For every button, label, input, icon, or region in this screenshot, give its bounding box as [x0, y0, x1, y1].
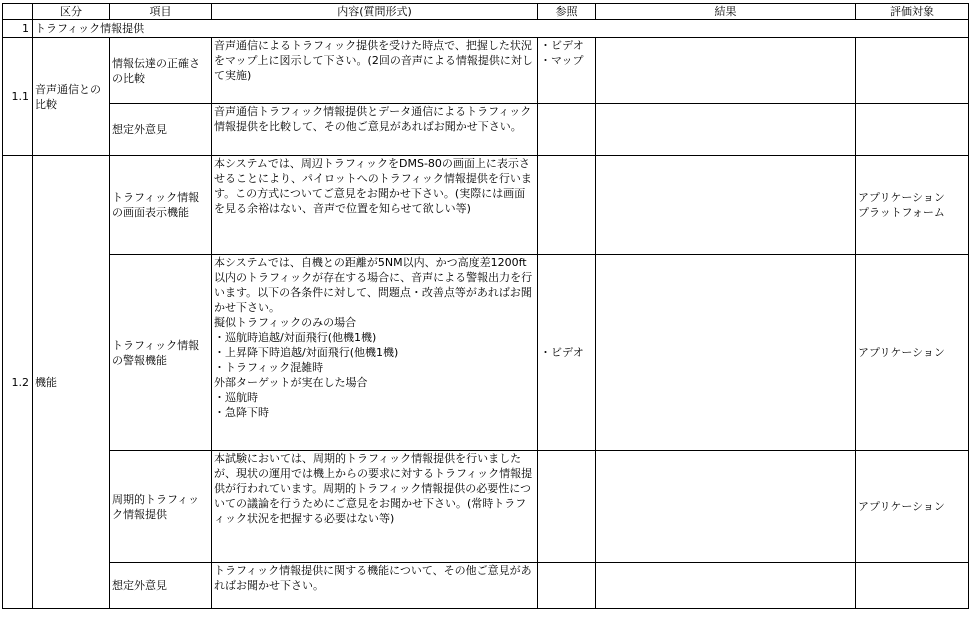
reference-cell	[538, 104, 596, 156]
header-result: 結果	[596, 4, 856, 20]
evaluation-table	[2, 3, 969, 609]
result-cell[interactable]	[596, 563, 856, 609]
reference-cell	[538, 156, 596, 255]
item-cell: 周期的トラフィック情報提供	[110, 451, 212, 563]
header-item: 項目	[110, 4, 212, 20]
content-cell: 本試験においては、周期的トラフィック情報提供を行いましたが、現状の運用では機上からの要求に対するトラフィック情報提供が行われています。周期的トラフィック情報提供の必要性についての議論を行うためにご意見をお聞かせ下さい。(常時トラフィック状況を把握する必要はない等)	[212, 451, 538, 563]
item-cell: 想定外意見	[110, 104, 212, 156]
reference-cell	[538, 451, 596, 563]
content-cell: トラフィック情報提供に関する機能について、その他ご意見があればお聞かせ下さい。	[212, 563, 538, 609]
content-cell: 音声通信によるトラフィック提供を受けた時点で、把握した状況をマップ上に図示して下さい。(2回の音声による情報提供に対して実施)	[212, 38, 538, 104]
reference-cell	[538, 563, 596, 609]
group-number: 1.1	[3, 38, 33, 156]
table-row	[3, 38, 969, 104]
target-cell: アプリケーション プラットフォーム	[856, 156, 969, 255]
header-category: 区分	[33, 4, 110, 20]
content-cell: 本システムでは、周辺トラフィックをDMS-80の画面上に表示させることにより、パイロットへのトラフィック情報提供を行います。この方式についてご意見をお聞かせ下さい。(実際には画面を見る余裕はない、音声で位置を知らせて欲しい等)	[212, 156, 538, 255]
result-cell[interactable]	[596, 38, 856, 104]
header-target: 評価対象	[856, 4, 969, 20]
result-cell[interactable]	[596, 104, 856, 156]
section-title: トラフィック情報提供	[33, 20, 969, 38]
header-content: 内容(質問形式)	[212, 4, 538, 20]
section-row	[3, 20, 969, 38]
target-cell	[856, 563, 969, 609]
table-row	[3, 104, 969, 156]
group-category: 音声通信との比較	[33, 38, 110, 156]
header-row	[3, 4, 969, 20]
table-row	[3, 451, 969, 563]
table-row	[3, 255, 969, 451]
target-cell	[856, 38, 969, 104]
header-reference: 参照	[538, 4, 596, 20]
item-cell: トラフィック情報の画面表示機能	[110, 156, 212, 255]
group-category: 機能	[33, 156, 110, 609]
section-number: 1	[3, 20, 33, 38]
target-cell	[856, 104, 969, 156]
target-cell: アプリケーション	[856, 255, 969, 451]
content-cell: 音声通信トラフィック情報提供とデータ通信によるトラフィック情報提供を比較して、その他ご意見があればお聞かせ下さい。	[212, 104, 538, 156]
reference-cell: ・ビデオ	[538, 255, 596, 451]
result-cell[interactable]	[596, 156, 856, 255]
item-cell: 想定外意見	[110, 563, 212, 609]
item-cell: 情報伝達の正確さの比較	[110, 38, 212, 104]
content-cell: 本システムでは、自機との距離が5NM以内、かつ高度差1200ft以内のトラフィックが存在する場合に、音声による警報出力を行います。以下の各条件に対して、問題点・改善点等があればお聞かせ下さい。 擬似トラフィックのみの場合 ・巡航時追越/対面飛行(他機1機) ・上昇降下時追越/対面飛行(他機1機) ・トラフィック混雑時 外部ターゲットが実在した場合 ・巡航時 ・急降下時	[212, 255, 538, 451]
table-row	[3, 563, 969, 609]
result-cell[interactable]	[596, 255, 856, 451]
result-cell[interactable]	[596, 451, 856, 563]
group-number: 1.2	[3, 156, 33, 609]
item-cell: トラフィック情報の警報機能	[110, 255, 212, 451]
header-blank	[3, 4, 33, 20]
target-cell: アプリケーション	[856, 451, 969, 563]
table-row	[3, 156, 969, 255]
reference-cell: ・ビデオ ・マップ	[538, 38, 596, 104]
